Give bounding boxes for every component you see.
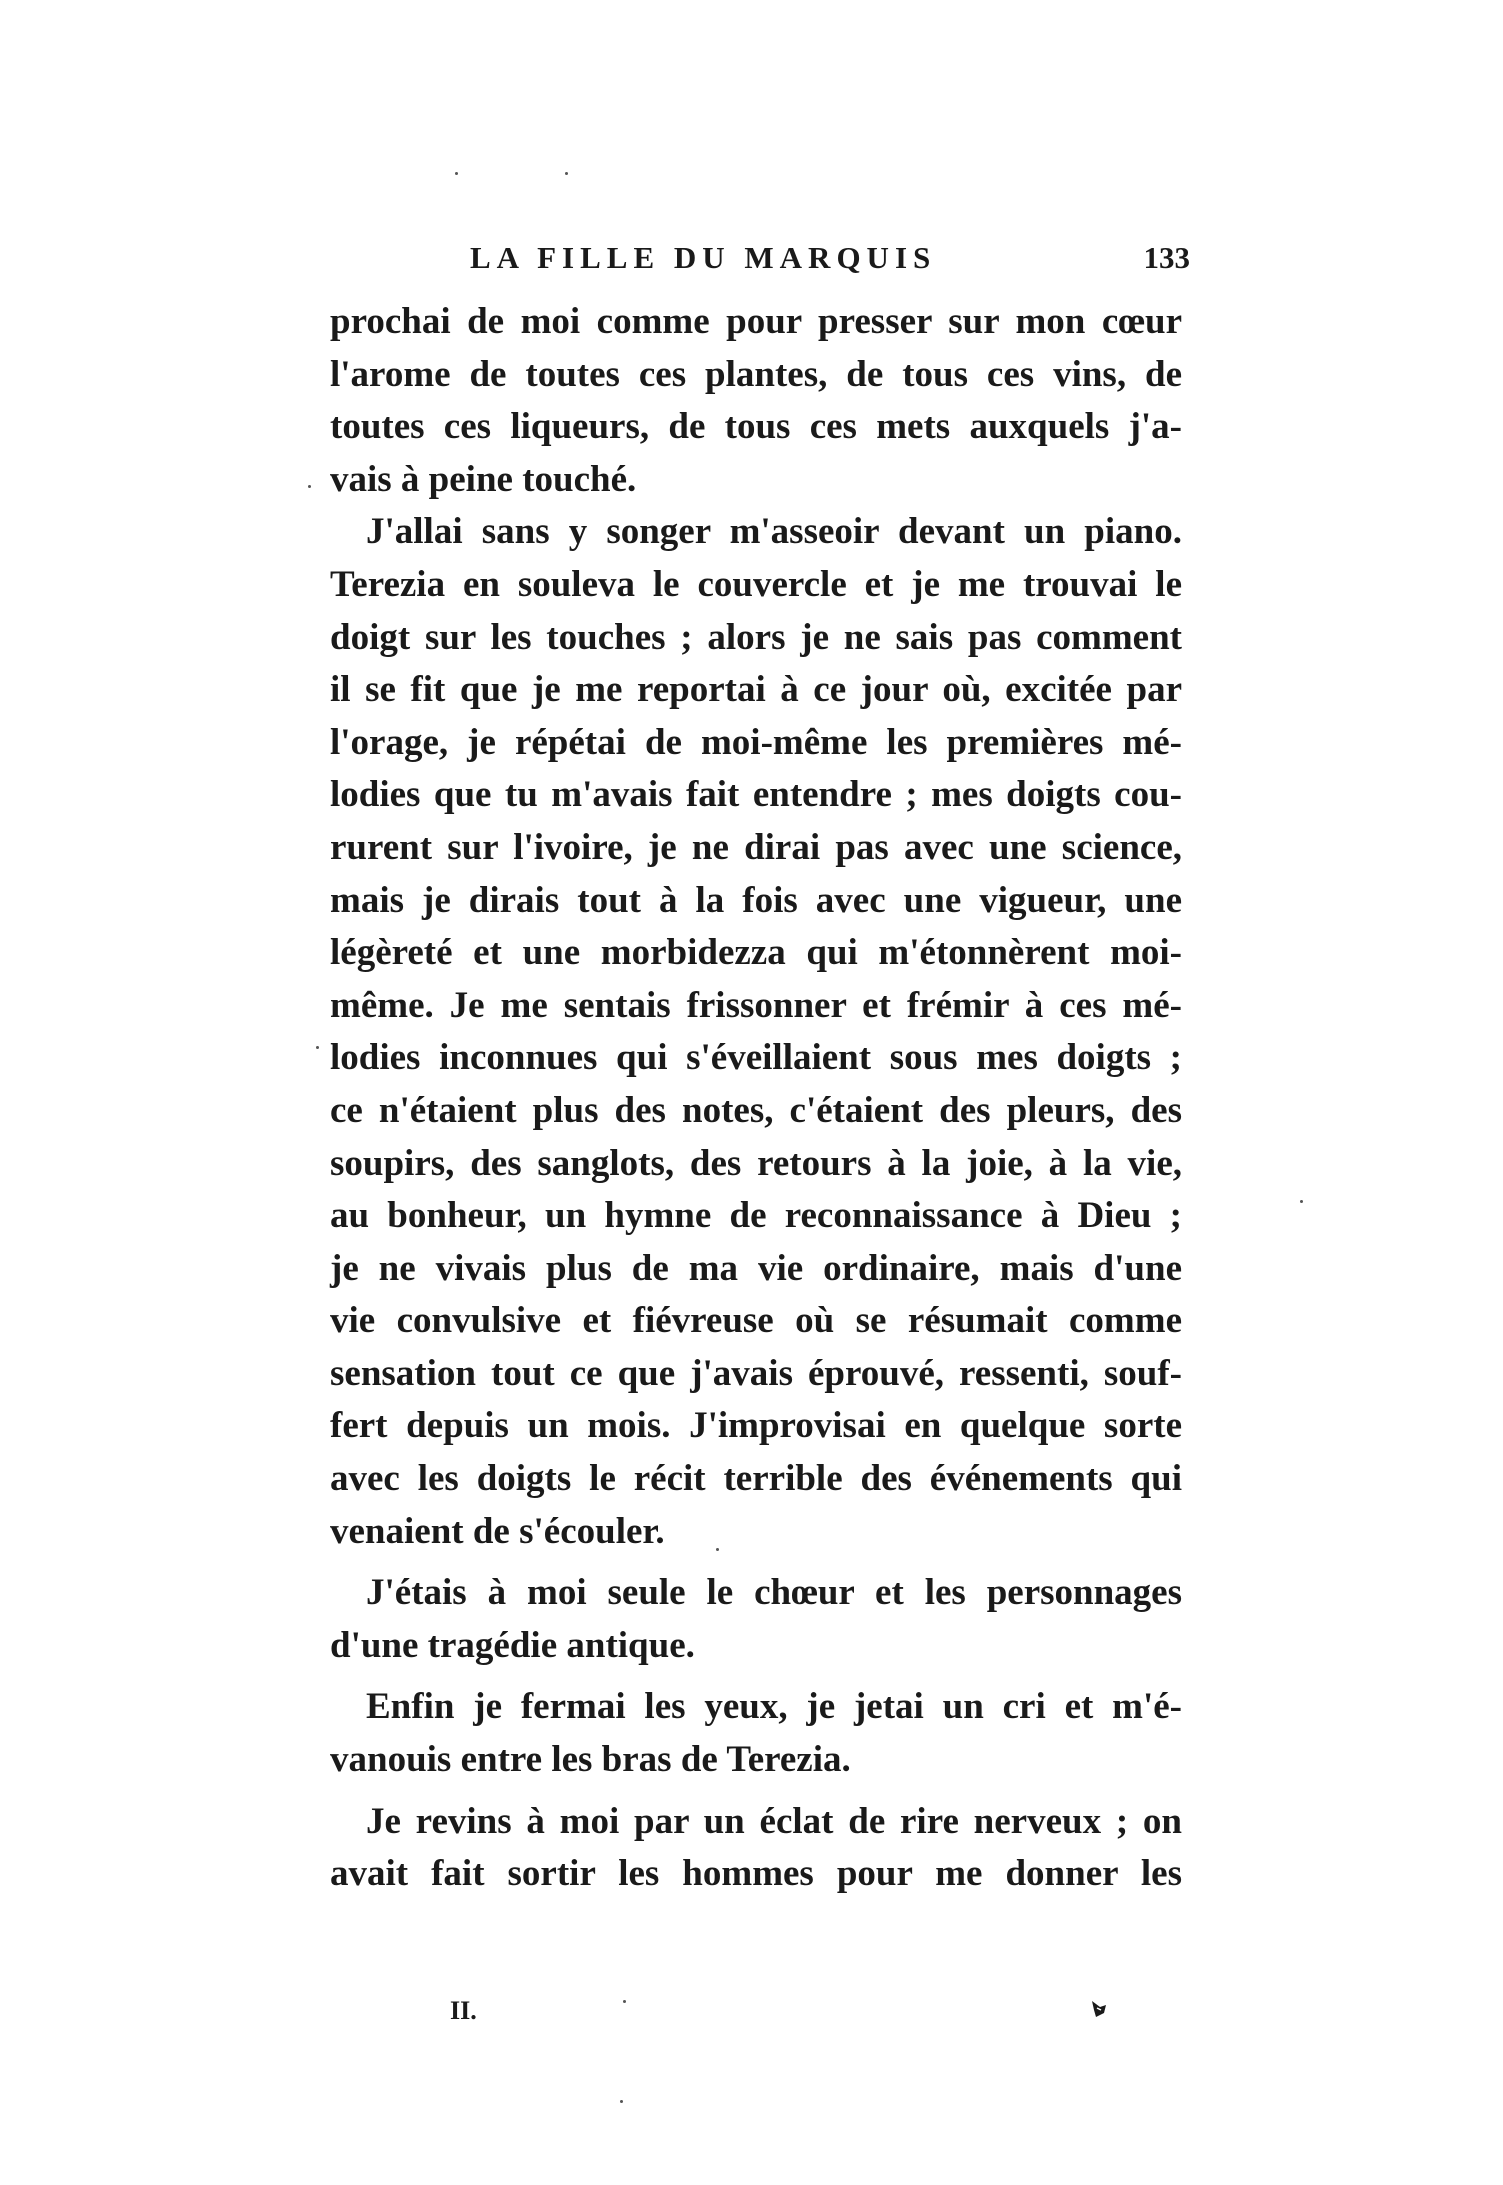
paragraph-spacer <box>330 1787 1182 1796</box>
text-line: lodies inconnues qui s'éveillaient sous mes doigts ; <box>330 1037 1182 1079</box>
paragraph-2 <box>330 506 1182 1558</box>
paragraph-4 <box>330 1681 1182 1786</box>
body-text <box>330 296 1182 1901</box>
paper-speck <box>455 172 458 175</box>
text-line: fert depuis un mois. J'improvisai en quelque sorte <box>330 1405 1182 1447</box>
page-number: 133 <box>1143 240 1190 275</box>
text-line: ce n'étaient plus des notes, c'étaient des pleurs, des <box>330 1089 1182 1131</box>
text-line: J'allai sans y songer m'asseoir devant un piano. <box>366 511 1182 553</box>
text-line: doigt sur les touches ; alors je ne sais pas comment <box>330 616 1182 658</box>
text-line: Enfin je fermai les yeux, je jetai un cri et m'é- <box>366 1686 1182 1728</box>
text-line: soupirs, des sanglots, des retours à la joie, à la vie, <box>330 1142 1182 1184</box>
text-line: l'orage, je répétai de moi-même les premières mé- <box>330 721 1182 763</box>
text-line: d'une tragédie antique. <box>330 1624 695 1666</box>
paper-speck <box>316 1046 319 1049</box>
paper-speck <box>620 2100 623 2103</box>
text-line: Terezia en souleva le couvercle et je me trouvai le <box>330 563 1182 605</box>
paragraph-1 <box>330 296 1182 506</box>
paper-speck <box>623 2000 626 2003</box>
text-line: rurent sur l'ivoire, je ne dirai pas avec une science, <box>330 826 1182 868</box>
text-line: je ne vivais plus de ma vie ordinaire, mais d'une <box>330 1247 1182 1289</box>
text-line: vanouis entre les bras de Terezia. <box>330 1739 851 1781</box>
text-line: prochai de moi comme pour presser sur mon cœur <box>330 301 1182 342</box>
text-line: sensation tout ce que j'avais éprouvé, ressenti, souf- <box>330 1352 1182 1394</box>
text-line: légèreté et une morbidezza qui m'étonnèrent moi- <box>330 932 1182 974</box>
text-line: J'étais à moi seule le chœur et les personnages <box>366 1572 1182 1614</box>
paper-speck <box>308 485 311 488</box>
paper-speck <box>716 1548 719 1551</box>
text-line: il se fit que je me reportai à ce jour où, excitée par <box>330 669 1182 711</box>
page-header <box>470 240 1190 290</box>
signature-mark: II. <box>450 1996 477 2025</box>
text-line: lodies que tu m'avais fait entendre ; mes doigts cou- <box>330 774 1182 816</box>
paragraph-spacer <box>330 1558 1182 1567</box>
text-line: au bonheur, un hymne de reconnaissance à Dieu ; <box>330 1195 1182 1237</box>
running-title: LA FILLE DU MARQUIS <box>470 240 937 275</box>
text-line: même. Je me sentais frissonner et frémir à ces mé- <box>330 984 1182 1026</box>
page-footer <box>440 1996 1140 2036</box>
text-line: mais je dirais tout à la fois avec une vigueur, une <box>330 879 1182 921</box>
text-line: venaient de s'écouler. <box>330 1510 665 1552</box>
text-line: toutes ces liqueurs, de tous ces mets auxquels j'a- <box>330 406 1182 448</box>
text-line: Je revins à moi par un éclat de rire nerveux ; on <box>366 1800 1182 1842</box>
paper-speck <box>565 172 568 175</box>
paragraph-5 <box>330 1796 1182 1901</box>
paragraph-3 <box>330 1567 1182 1672</box>
text-line: vie convulsive et fiévreuse où se résumait comme <box>330 1300 1182 1342</box>
text-line: avait fait sortir les hommes pour me donner les <box>330 1853 1182 1895</box>
text-line: avec les doigts le récit terrible des événements qui <box>330 1458 1182 1500</box>
paragraph-spacer <box>330 1672 1182 1681</box>
text-line: l'arome de toutes ces plantes, de tous ces vins, de <box>330 353 1182 395</box>
printer-mark-icon <box>1088 1998 1110 2020</box>
text-line: vais à peine touché. <box>330 458 637 500</box>
paper-speck <box>1300 1200 1303 1203</box>
